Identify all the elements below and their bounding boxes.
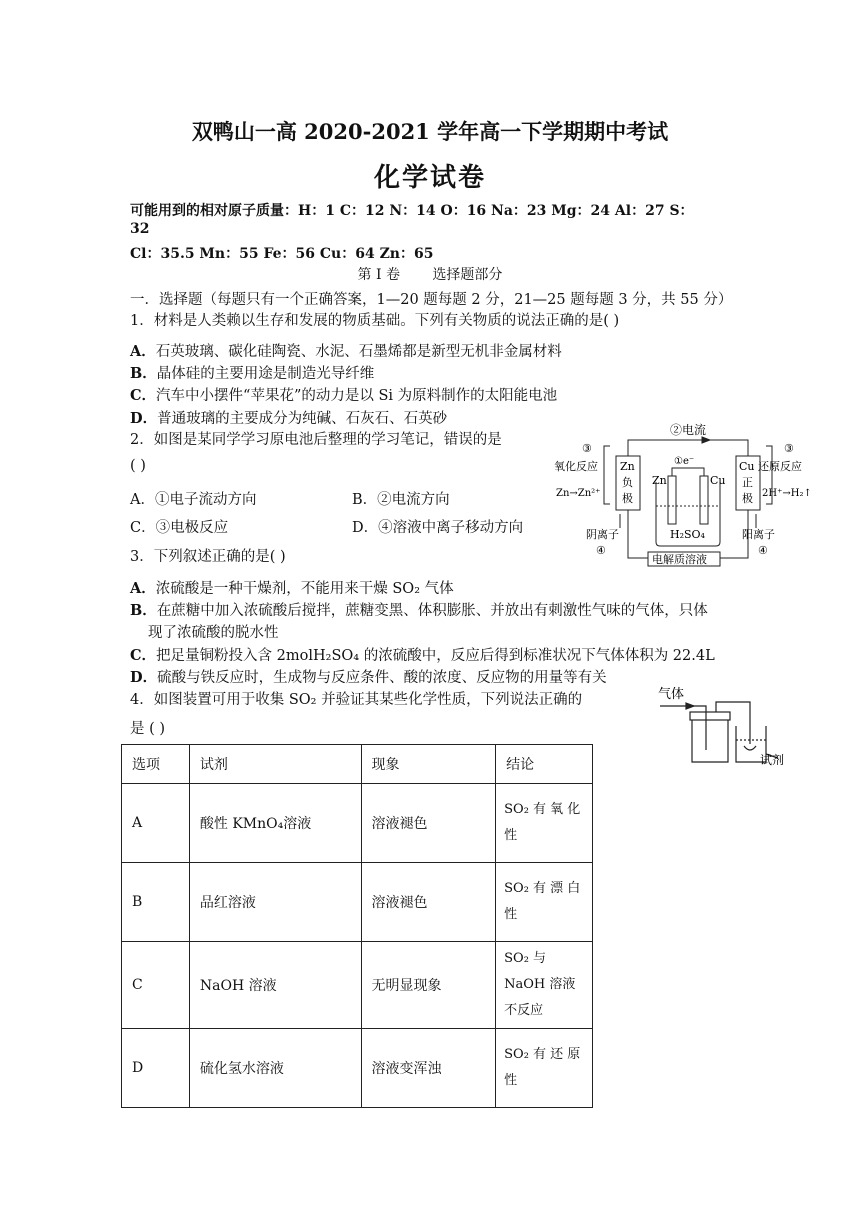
q3-option-b: B．在蔗糖中加入浓硫酸后搅拌，蔗糖变黑、体积膨胀、并放出有刺激性气味的气体，只体 bbox=[130, 602, 708, 619]
fig-reduction-label: 还原反应 bbox=[758, 460, 802, 473]
q1-option-d: D．普通玻璃的主要成分为纯碱、石灰石、石英砂 bbox=[130, 410, 448, 427]
q2-option-c: C．③电极反应 bbox=[130, 520, 229, 536]
table-row: C NaOH 溶液 无明显现象 SO₂ 与 NaOH 溶液不反应 bbox=[122, 942, 593, 1029]
col-header-reagent: 试剂 bbox=[189, 745, 361, 784]
q3-option-c: C．把足量铜粉投入含 2molH₂SO₄ 的浓硫酸中，反应后得到标准状况下气体体积为 22.4L bbox=[130, 647, 715, 664]
atomic-mass-line-1: 可能用到的相对原子质量：H：1 C：12 N：14 O：16 Na：23 Mg：24 Al：27 S： bbox=[130, 203, 694, 219]
q2-paren: ( ) bbox=[130, 458, 146, 474]
q4-table-header bbox=[122, 745, 593, 784]
q1-option-b: B．晶体硅的主要用途是制造光导纤维 bbox=[130, 365, 375, 382]
q1-option-a: A．石英玻璃、碳化硅陶瓷、水泥、石墨烯都是新型无机非金属材料 bbox=[130, 343, 562, 360]
fig-cu-electrode: Cu bbox=[710, 474, 726, 487]
q2-option-b: B．②电流方向 bbox=[352, 492, 450, 508]
q2-option-d: D．④溶液中离子移动方向 bbox=[352, 520, 524, 536]
q4-stem-2: 是 ( ) bbox=[130, 721, 166, 737]
fig-electron-label: ①e⁻ bbox=[674, 456, 695, 467]
apparatus-reagent-label: 试剂 bbox=[760, 753, 785, 767]
q1-option-c: C．汽车中小摆件“苹果花”的动力是以 Si 为原料制作的太阳能电池 bbox=[130, 387, 558, 404]
fig-left-equation: Zn→Zn²⁺ bbox=[556, 488, 601, 499]
galvanic-cell-diagram bbox=[552, 418, 814, 574]
fig-zn-box-2: 负 bbox=[622, 476, 633, 489]
col-header-phenomenon: 现象 bbox=[361, 745, 496, 784]
atomic-mass-line-2: 32 bbox=[130, 221, 150, 237]
fig-oxidation-label: 氧化反应 bbox=[554, 460, 598, 473]
fig-current-label: ②电流 bbox=[670, 423, 707, 437]
q2-option-a: A．①电子流动方向 bbox=[130, 492, 257, 508]
q3-option-b-cont: 现了浓硫酸的脱水性 bbox=[148, 625, 279, 641]
fig-zn-electrode: Zn bbox=[652, 474, 667, 487]
section-heading bbox=[0, 264, 860, 284]
section-instructions: 一．选择题（每题只有一个正确答案，1—20 题每题 2 分，21—25 题每题 3 分，共 55 分） bbox=[130, 292, 733, 308]
fig-zn-box-3: 极 bbox=[622, 492, 633, 505]
section-part: 第 I 卷 bbox=[357, 267, 400, 283]
fig-cation-label: 阳离子 bbox=[742, 528, 775, 541]
gas-collection-apparatus bbox=[654, 684, 790, 768]
fig-cation-mark: ④ bbox=[758, 544, 768, 557]
fig-left-mark: ③ bbox=[582, 442, 592, 455]
fig-right-equation: 2H⁺→H₂↑ bbox=[762, 488, 812, 499]
table-row: A 酸性 KMnO₄溶液 溶液褪色 SO₂ 有 氧 化 性 bbox=[122, 784, 593, 863]
exam-subtitle: 化学试卷 bbox=[373, 163, 486, 193]
fig-cu-box-2: 正 bbox=[742, 476, 753, 489]
section-name: 选择题部分 bbox=[432, 267, 503, 283]
exam-title: 双鸭山一高 2020-2021 学年高一下学期期中考试 bbox=[191, 119, 669, 144]
q3-option-d: D．硫酸与铁反应时，生成物与反应条件、酸的浓度、反应物的用量等有关 bbox=[130, 669, 607, 686]
fig-zn-box-1: Zn bbox=[620, 460, 635, 473]
q1-stem: 1．材料是人类赖以生存和发展的物质基础。下列有关物质的说法正确的是( ) bbox=[130, 313, 620, 329]
q3-option-a: A．浓硫酸是一种干燥剂，不能用来干燥 SO₂ 气体 bbox=[130, 580, 454, 597]
fig-right-mark: ③ bbox=[784, 442, 794, 455]
atomic-mass-line-3: Cl：35.5 Mn：55 Fe：56 Cu：64 Zn：65 bbox=[130, 246, 434, 262]
fig-anion-label: 阴离子 bbox=[586, 528, 619, 541]
q4-stem: 4．如图装置可用于收集 SO₂ 并验证其某些化学性质，下列说法正确的 bbox=[130, 692, 583, 708]
fig-electrolyte-solution: 电解质溶液 bbox=[652, 553, 707, 566]
table-row: B 品红溶液 溶液褪色 SO₂ 有 漂 白 性 bbox=[122, 863, 593, 942]
apparatus-gas-label: 气体 bbox=[658, 687, 685, 702]
q4-table bbox=[121, 744, 593, 1108]
table-row: D 硫化氢水溶液 溶液变浑浊 SO₂ 有 还 原 性 bbox=[122, 1029, 593, 1108]
fig-electrolyte: H₂SO₄ bbox=[670, 528, 705, 541]
col-header-option: 选项 bbox=[122, 745, 190, 784]
q2-stem: 2．如图是某同学学习原电池后整理的学习笔记，错误的是 bbox=[130, 432, 502, 448]
fig-cu-box-1: Cu bbox=[739, 460, 755, 473]
col-header-conclusion: 结论 bbox=[496, 745, 593, 784]
fig-anion-mark: ④ bbox=[596, 544, 606, 557]
fig-cu-box-3: 极 bbox=[742, 492, 753, 505]
q3-stem: 3．下列叙述正确的是( ) bbox=[130, 549, 286, 565]
